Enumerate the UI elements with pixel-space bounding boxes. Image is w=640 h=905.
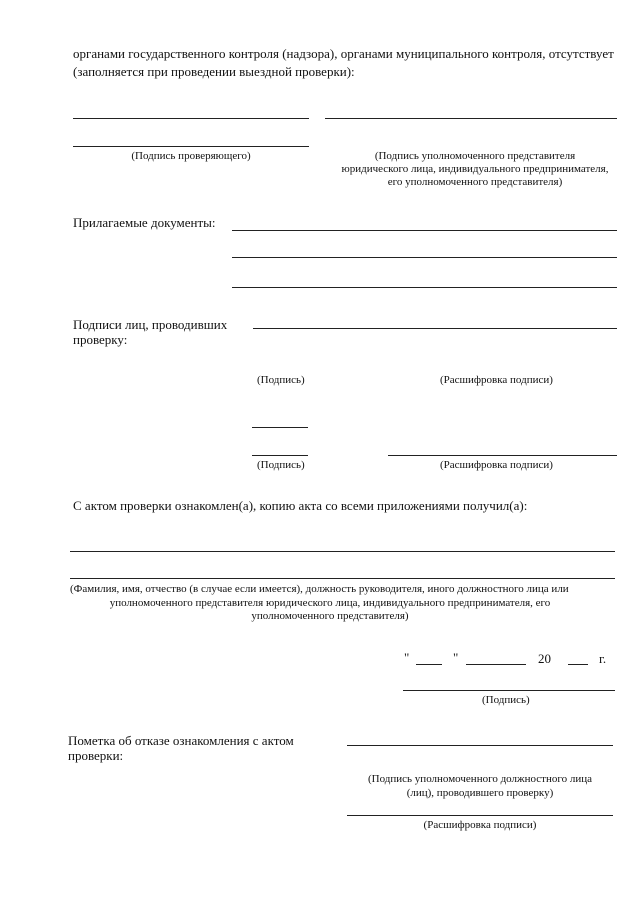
inspector-2-signature-caption: (Подпись) — [257, 459, 305, 471]
inspector-2-signature-line-b — [252, 455, 308, 456]
refusal-label-2: проверки: — [68, 748, 124, 763]
intro-line-2: (заполняется при проведении выездной проверки): — [73, 64, 355, 79]
representative-caption-2: юридического лица, индивидуального предпринимателя, — [341, 163, 609, 175]
acquainted-caption-3: уполномоченного представителя) — [251, 610, 409, 622]
date-year-suffix: г. — [599, 651, 607, 666]
refusal-caption-2: (лиц), проводившего проверку) — [406, 787, 554, 799]
inspector-signature-line-2 — [73, 146, 309, 147]
inspector-2-decode-line — [388, 455, 617, 456]
intro-line-1: органами государственного контроля (надзора), органами муниципального контроля, отсутствует — [73, 46, 614, 61]
attached-documents-line-3 — [232, 287, 617, 288]
attached-documents-line-2 — [232, 257, 617, 258]
attached-documents-line-1 — [232, 230, 617, 231]
inspector-1-decode-caption: (Расшифровка подписи) — [440, 374, 553, 386]
representative-caption-1: (Подпись уполномоченного представителя — [374, 150, 576, 162]
date-month-line — [466, 664, 526, 665]
acquainted-caption-1: (Фамилия, имя, отчество (в случае если имеется), должность руководителя, иного должностного лица или — [70, 583, 569, 595]
inspectors-signature-line — [253, 328, 617, 329]
inspector-2-signature-line-a — [252, 427, 308, 428]
date-quote-open: " — [404, 650, 410, 665]
acquainted-statement: С актом проверки ознакомлен(а), копию акта со всеми приложениями получил(а): — [73, 498, 528, 513]
representative-caption-3: его уполномоченного представителя) — [387, 176, 563, 188]
date-year-prefix: 20 — [538, 651, 551, 666]
date-signature-line — [403, 690, 615, 691]
inspectors-label-1: Подписи лиц, проводивших — [73, 317, 228, 332]
date-year-line — [568, 664, 588, 665]
inspectors-label-2: проверку: — [73, 332, 128, 347]
acquainted-caption-2: уполномоченного представителя юридического лица, индивидуального предпринимателя, его — [109, 597, 551, 609]
refusal-signature-line — [347, 745, 613, 746]
inspector-1-signature-caption: (Подпись) — [257, 374, 305, 386]
inspector-signature-line-1 — [73, 118, 309, 119]
inspector-signature-caption: (Подпись проверяющего) — [131, 150, 251, 162]
date-quote-close: " — [453, 650, 459, 665]
refusal-caption-1: (Подпись уполномоченного должностного лица — [368, 773, 592, 785]
date-signature-caption: (Подпись) — [482, 694, 530, 706]
date-day-line — [416, 664, 442, 665]
acquainted-line-1 — [70, 551, 615, 552]
inspector-2-decode-caption: (Расшифровка подписи) — [440, 459, 553, 471]
representative-signature-line — [325, 118, 617, 119]
refusal-decode-caption: (Расшифровка подписи) — [423, 819, 537, 831]
acquainted-line-2 — [70, 578, 615, 579]
refusal-decode-line — [347, 815, 613, 816]
attached-documents-label: Прилагаемые документы: — [73, 215, 216, 230]
refusal-label-1: Пометка об отказе ознакомления с актом — [68, 733, 294, 748]
